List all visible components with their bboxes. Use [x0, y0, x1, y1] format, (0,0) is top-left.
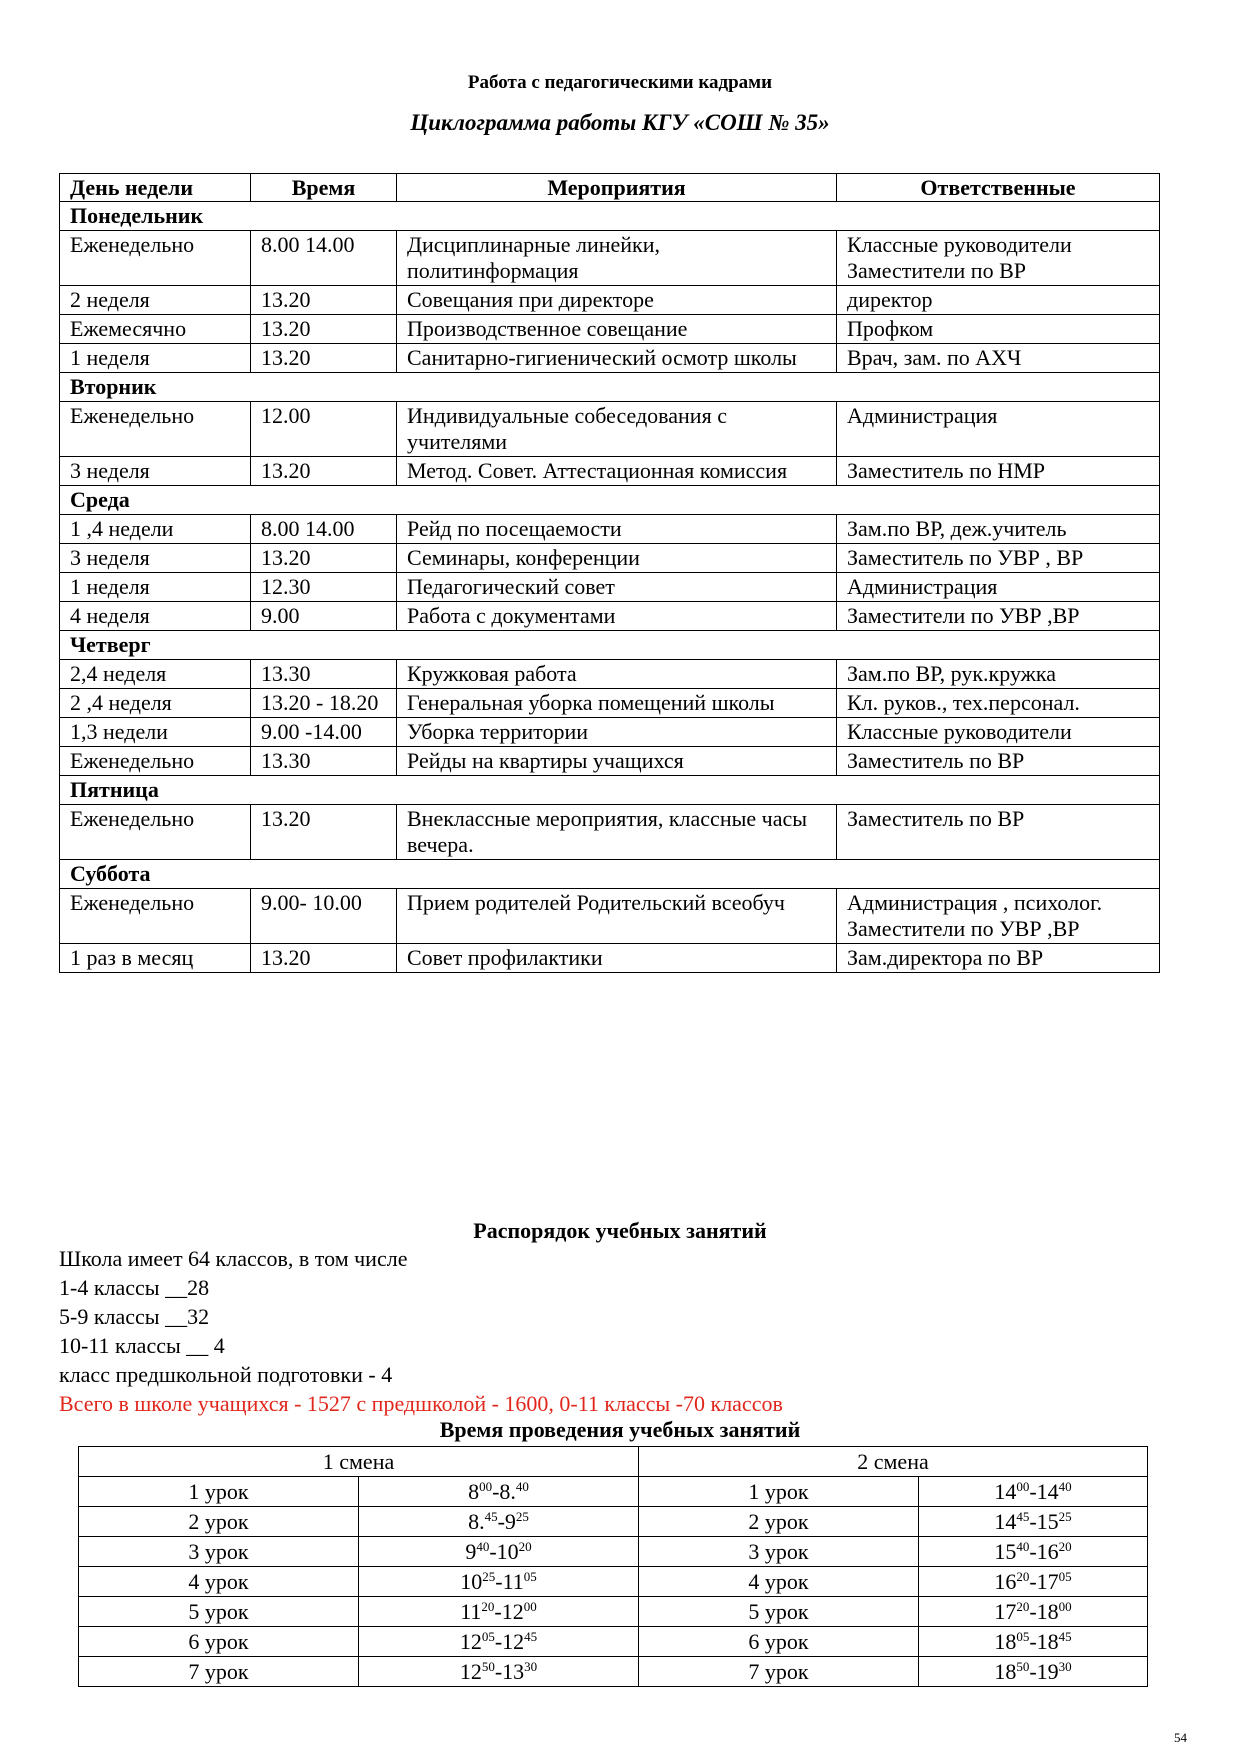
table-row [60, 573, 1160, 602]
lesson-times-table [78, 1446, 1148, 1687]
time-hour: 17 [1036, 1568, 1059, 1594]
page-heading: Работа с педагогическими кадрами [467, 72, 773, 93]
cell-time: 13.30 [251, 747, 397, 776]
cell-responsible: директор [837, 286, 1160, 315]
shift-1-time: $12^{50}-13^{30}$ [359, 1657, 639, 1687]
shift-2-time: $15^{40}-16^{20}$ [919, 1537, 1148, 1567]
time-hour: 13 [502, 1658, 525, 1684]
time-minutes: 45 [1058, 1628, 1072, 1644]
cell-event: Внеклассные мероприятия, классные часы вечера. [397, 805, 837, 860]
day-row [60, 486, 1160, 515]
cell-frequency: 1 ,4 недели [60, 515, 251, 544]
time-hour: 14 [994, 1478, 1017, 1504]
table-row [60, 515, 1160, 544]
table-row [60, 231, 1160, 286]
lesson-row [79, 1567, 1148, 1597]
shift-2-time: $16^{20}-17^{05}$ [919, 1567, 1148, 1597]
lesson-row [79, 1507, 1148, 1537]
cell-time: 13.20 [251, 344, 397, 373]
day-label: Пятница [60, 776, 1160, 805]
cell-time: 13.20 [251, 544, 397, 573]
shift-1-time: $11^{20}-12^{00}$ [359, 1597, 639, 1627]
time-minutes: 25 [515, 1508, 529, 1524]
lesson-label: 6 урок [79, 1627, 359, 1657]
table-row [60, 689, 1160, 718]
header-responsible: Ответственные [837, 174, 1160, 202]
cell-event: Семинары, конференции [397, 544, 837, 573]
day-label: Среда [60, 486, 1160, 515]
shift-1-time: $12^{05}-12^{45}$ [359, 1627, 639, 1657]
time-hour: 10 [496, 1538, 519, 1564]
time-minutes: 05 [1058, 1568, 1072, 1584]
cell-event: Прием родителей Родительский всеобуч [397, 889, 837, 944]
time-minutes: 20 [518, 1538, 532, 1554]
time-hour: 8 [468, 1478, 480, 1504]
shift-2-time: $14^{00}-14^{40}$ [919, 1477, 1148, 1507]
shift-1-time: $9^{40}-10^{20}$ [359, 1537, 639, 1567]
time-minutes: 00 [479, 1478, 493, 1494]
time-minutes: 20 [1058, 1538, 1072, 1554]
cell-responsible: Зам.директора по ВР [837, 944, 1160, 973]
cell-time: 13.20 [251, 457, 397, 486]
shift-header-row [79, 1447, 1148, 1477]
time-minutes: 40 [515, 1478, 529, 1494]
info-line: 10-11 классы __ 4 [59, 1333, 225, 1358]
cell-frequency: 1,3 недели [60, 718, 251, 747]
time-minutes: 50 [1016, 1658, 1030, 1674]
cell-event: Рейды на квартиры учащихся [397, 747, 837, 776]
day-label: Четверг [60, 631, 1160, 660]
cell-frequency: Еженедельно [60, 805, 251, 860]
time-minutes: 30 [1058, 1658, 1072, 1674]
lesson-label: 7 урок [79, 1657, 359, 1687]
time-minutes: 05 [481, 1628, 495, 1644]
shift-1-time: $8.45-9^{25}$ [359, 1507, 639, 1537]
time-hour: 12 [502, 1628, 525, 1654]
table-row [60, 544, 1160, 573]
cell-frequency: 4 неделя [60, 602, 251, 631]
time-hour: 18 [1036, 1598, 1059, 1624]
table-row [60, 457, 1160, 486]
day-row [60, 776, 1160, 805]
page-number: 54 [1174, 1730, 1187, 1745]
cell-responsible: Заместители по УВР ,ВР [837, 602, 1160, 631]
cell-event: Санитарно-гигиенический осмотр школы [397, 344, 837, 373]
cell-responsible: Заместитель по НМР [837, 457, 1160, 486]
time-hour: 8. [468, 1508, 485, 1534]
lesson-label: 5 урок [79, 1597, 359, 1627]
cell-time: 9.00 [251, 602, 397, 631]
lesson-label: 4 урок [79, 1567, 359, 1597]
lesson-row [79, 1627, 1148, 1657]
shift-1-time: $10^{25}-11^{05}$ [359, 1567, 639, 1597]
time-hour: 15 [1036, 1508, 1059, 1534]
table-row [60, 718, 1160, 747]
cell-responsible: Врач, зам. по АХЧ [837, 344, 1160, 373]
cell-time: 12.30 [251, 573, 397, 602]
lesson-row [79, 1597, 1148, 1627]
time-minutes: 40 [1016, 1538, 1030, 1554]
cell-event: Педагогический совет [397, 573, 837, 602]
cell-time: 12.00 [251, 402, 397, 457]
cell-event: Дисциплинарные линейки, политинформация [397, 231, 837, 286]
time-hour: 16 [994, 1568, 1017, 1594]
lesson-label: 2 урок [639, 1507, 919, 1537]
day-label: Вторник [60, 373, 1160, 402]
shift-1-label: 1 смена [79, 1447, 639, 1477]
cell-time: 13.20 [251, 286, 397, 315]
day-row [60, 373, 1160, 402]
time-minutes: 40 [476, 1538, 490, 1554]
lesson-label: 1 урок [79, 1477, 359, 1507]
cell-event: Совет профилактики [397, 944, 837, 973]
schedule-title: Распорядок учебных занятий [473, 1218, 767, 1243]
shift-2-label: 2 смена [639, 1447, 1148, 1477]
lesson-label: 6 урок [639, 1627, 919, 1657]
lesson-row [79, 1537, 1148, 1567]
time-hour: 18 [994, 1628, 1017, 1654]
time-minutes: 45 [524, 1628, 538, 1644]
info-line: 5-9 классы __32 [59, 1304, 210, 1329]
lesson-label: 3 урок [79, 1537, 359, 1567]
time-hour: 15 [994, 1538, 1017, 1564]
cell-responsible: Заместитель по УВР , ВР [837, 544, 1160, 573]
cyclogram-header-row [60, 174, 1160, 202]
time-hour: 9 [504, 1508, 516, 1534]
shift-1-time: $8^{00}-8.40$ [359, 1477, 639, 1507]
cell-frequency: 3 неделя [60, 457, 251, 486]
table-row [60, 315, 1160, 344]
time-minutes: 25 [482, 1568, 496, 1584]
cell-responsible: Администрация [837, 573, 1160, 602]
cell-event: Производственное совещание [397, 315, 837, 344]
time-hour: 12 [459, 1658, 482, 1684]
time-minutes: 50 [481, 1658, 495, 1674]
time-minutes: 20 [481, 1598, 495, 1614]
cell-event: Работа с документами [397, 602, 837, 631]
time-minutes: 45 [1016, 1508, 1030, 1524]
cyclogram-table [59, 173, 1160, 973]
day-label: Суббота [60, 860, 1160, 889]
day-row [60, 860, 1160, 889]
cell-event: Индивидуальные собеседования с учителями [397, 402, 837, 457]
cell-responsible: Зам.по ВР, рук.кружка [837, 660, 1160, 689]
table-row [60, 602, 1160, 631]
lesson-row [79, 1657, 1148, 1687]
table-row [60, 889, 1160, 944]
day-label: Понедельник [60, 202, 1160, 231]
time-hour: 19 [1036, 1658, 1059, 1684]
time-minutes: 20 [1016, 1598, 1030, 1614]
header-time: Время [251, 174, 397, 202]
cell-responsible: Администрация [837, 402, 1160, 457]
class-info [59, 1244, 783, 1418]
cell-time: 9.00- 10.00 [251, 889, 397, 944]
cell-frequency: Еженедельно [60, 402, 251, 457]
lesson-label: 7 урок [639, 1657, 919, 1687]
shift-2-time: $18^{05}-18^{45}$ [919, 1627, 1148, 1657]
cell-frequency: 2,4 неделя [60, 660, 251, 689]
cell-frequency: Еженедельно [60, 231, 251, 286]
cell-responsible: Администрация , психолог. Заместители по УВР ,ВР [837, 889, 1160, 944]
cell-event: Кружковая работа [397, 660, 837, 689]
time-hour: 18 [994, 1658, 1017, 1684]
time-minutes: 05 [1016, 1628, 1030, 1644]
lesson-label: 2 урок [79, 1507, 359, 1537]
time-minutes: 40 [1058, 1478, 1072, 1494]
time-hour: 14 [1036, 1478, 1059, 1504]
cell-event: Метод. Совет. Аттестационная комиссия [397, 457, 837, 486]
table-row [60, 286, 1160, 315]
day-row [60, 202, 1160, 231]
cell-responsible: Профком [837, 315, 1160, 344]
cell-event: Генеральная уборка помещений школы [397, 689, 837, 718]
cell-frequency: Ежемесячно [60, 315, 251, 344]
cell-frequency: Еженедельно [60, 889, 251, 944]
time-hour: 9 [465, 1538, 477, 1564]
cell-responsible: Заместитель по ВР [837, 805, 1160, 860]
cell-time: 13.20 - 18.20 [251, 689, 397, 718]
time-hour: 12 [459, 1628, 482, 1654]
time-minutes: 05 [523, 1568, 537, 1584]
lesson-label: 3 урок [639, 1537, 919, 1567]
cell-time: 13.20 [251, 315, 397, 344]
cell-responsible: Классные руководители [837, 718, 1160, 747]
cell-time: 13.20 [251, 944, 397, 973]
time-hour: 17 [994, 1598, 1017, 1624]
time-hour: 11 [502, 1568, 524, 1594]
time-minutes: 25 [1058, 1508, 1072, 1524]
cell-frequency: 2 неделя [60, 286, 251, 315]
lesson-row [79, 1477, 1148, 1507]
cell-frequency: 2 ,4 неделя [60, 689, 251, 718]
table-row [60, 944, 1160, 973]
cell-responsible: Кл. руков., тех.персонал. [837, 689, 1160, 718]
lesson-label: 4 урок [639, 1567, 919, 1597]
time-hour: 16 [1036, 1538, 1059, 1564]
shift-2-time: $18^{50}-19^{30}$ [919, 1657, 1148, 1687]
info-line: класс предшкольной подготовки - 4 [59, 1362, 393, 1387]
lesson-label: 5 урок [639, 1597, 919, 1627]
table-row [60, 402, 1160, 457]
table-row [60, 805, 1160, 860]
header-day: День недели [60, 174, 251, 202]
cell-time: 8.00 14.00 [251, 515, 397, 544]
header-events: Мероприятия [397, 174, 837, 202]
time-hour: 14 [994, 1508, 1017, 1534]
info-line: 1-4 классы __28 [59, 1275, 210, 1300]
lesson-label: 1 урок [639, 1477, 919, 1507]
day-row [60, 631, 1160, 660]
cell-event: Уборка территории [397, 718, 837, 747]
time-hour: 12 [501, 1598, 524, 1624]
time-minutes: 00 [1016, 1478, 1030, 1494]
cell-time: 13.20 [251, 805, 397, 860]
cell-responsible: Заместитель по ВР [837, 747, 1160, 776]
time-minutes: 20 [1016, 1568, 1030, 1584]
cell-event: Совещания при директоре [397, 286, 837, 315]
time-minutes: 45 [484, 1508, 498, 1524]
time-minutes: 30 [524, 1658, 538, 1674]
time-hour: 8. [499, 1478, 516, 1504]
info-line: Школа имеет 64 классов, в том числе [59, 1246, 408, 1271]
cyclogram-title: Циклограмма работы КГУ «СОШ № 35» [410, 110, 830, 135]
shift-2-time: $14^{45}-15^{25}$ [919, 1507, 1148, 1537]
cell-time: 13.30 [251, 660, 397, 689]
shift-2-time: $17^{20}-18^{00}$ [919, 1597, 1148, 1627]
cell-frequency: 1 раз в месяц [60, 944, 251, 973]
time-minutes: 00 [523, 1598, 537, 1614]
table-row [60, 344, 1160, 373]
table-row [60, 660, 1160, 689]
cell-frequency: 1 неделя [60, 573, 251, 602]
cell-frequency: Еженедельно [60, 747, 251, 776]
table-row [60, 747, 1160, 776]
time-hour: 18 [1036, 1628, 1059, 1654]
lesson-times-title: Время проведения учебных занятий [439, 1417, 801, 1442]
cell-time: 8.00 14.00 [251, 231, 397, 286]
cell-responsible: Классные руководители Заместители по ВР [837, 231, 1160, 286]
cell-frequency: 1 неделя [60, 344, 251, 373]
total-students-line: Всего в школе учащихся - 1527 с предшколой - 1600, 0-11 классы -70 классов [59, 1391, 783, 1416]
cell-event: Рейд по посещаемости [397, 515, 837, 544]
cell-time: 9.00 -14.00 [251, 718, 397, 747]
cell-responsible: Зам.по ВР, деж.учитель [837, 515, 1160, 544]
time-hour: 10 [460, 1568, 483, 1594]
cell-frequency: 3 неделя [60, 544, 251, 573]
time-minutes: 00 [1058, 1598, 1072, 1614]
time-hour: 11 [460, 1598, 482, 1624]
